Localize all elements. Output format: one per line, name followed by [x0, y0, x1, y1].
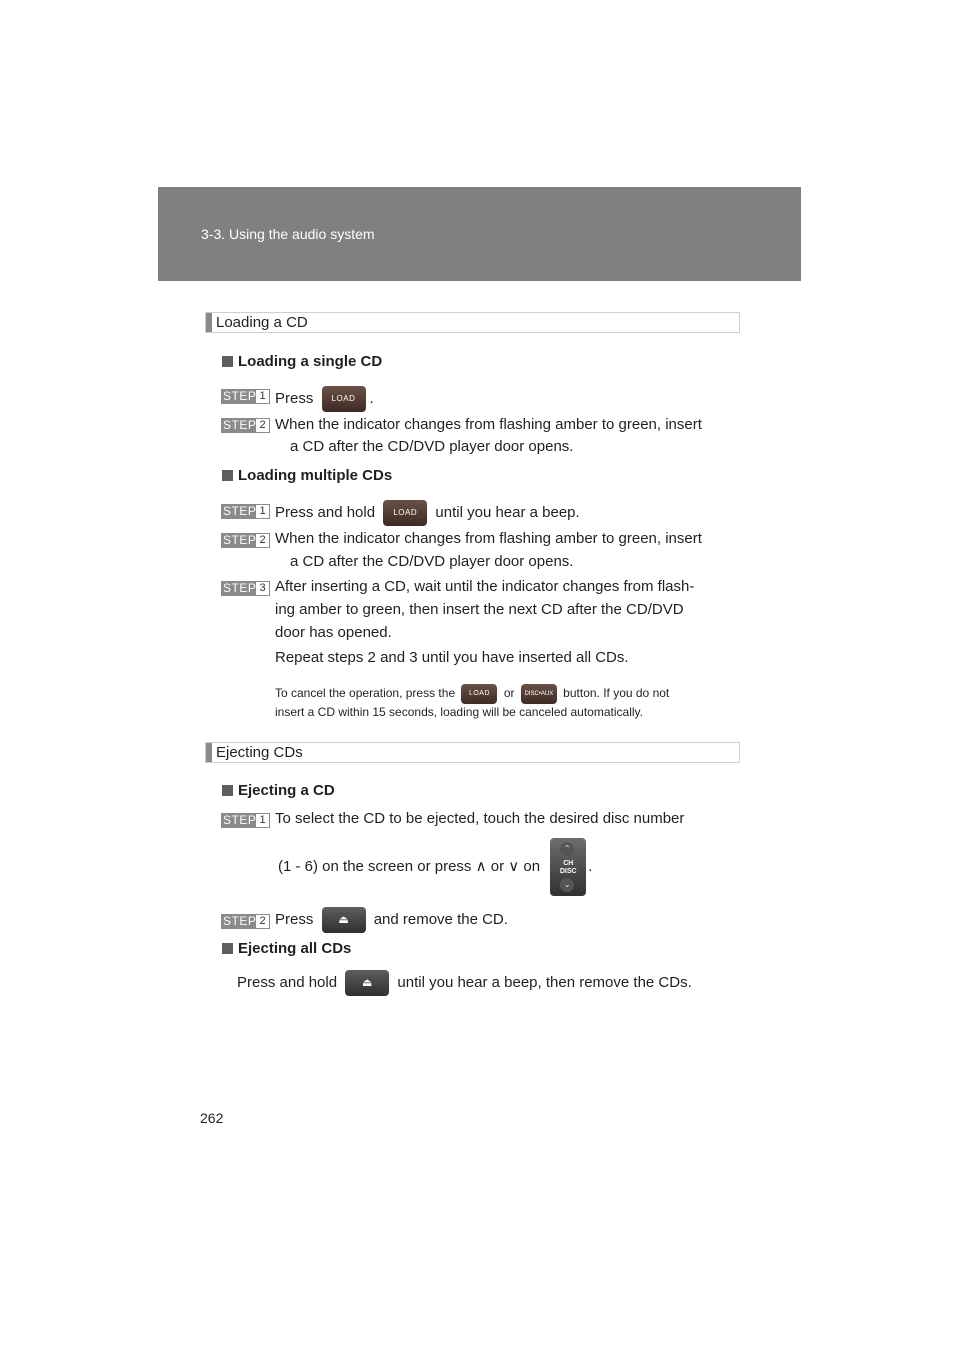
- instruction-line: [237, 970, 692, 996]
- instruction-line: ing amber to green, then insert the next CD after the CD/DVD: [275, 601, 684, 618]
- section-heading-loading: [205, 312, 740, 333]
- step-number: 1: [256, 390, 269, 403]
- disc-aux-button-icon: DISC•AUX: [521, 684, 557, 704]
- subheading-ejecting-all: [222, 940, 351, 957]
- instruction-text: .: [588, 857, 593, 875]
- instruction-text: until you hear a beep, then remove the CDs.: [397, 973, 692, 991]
- step-label: STEP: [223, 418, 257, 432]
- step-number: 1: [256, 814, 269, 827]
- step-badge: [221, 914, 270, 929]
- step-badge: [221, 533, 270, 548]
- instruction-text: Press: [275, 910, 314, 928]
- instruction-text: and remove the CD.: [373, 910, 508, 928]
- page-number: 262: [200, 1110, 224, 1126]
- subheading-loading-single: [222, 353, 382, 370]
- step-label: STEP: [223, 581, 257, 595]
- square-bullet-icon: [222, 470, 233, 481]
- step-label: STEP: [223, 533, 257, 547]
- step-badge: [221, 389, 270, 404]
- section-breadcrumb: 3-3. Using the audio system: [201, 226, 375, 242]
- instruction-text: .: [369, 389, 374, 407]
- section-heading-text: Loading a CD: [216, 314, 308, 331]
- square-bullet-icon: [222, 943, 233, 954]
- step-badge: [221, 581, 270, 596]
- step-number: 2: [256, 534, 269, 547]
- instruction-text: Press and hold: [237, 973, 338, 991]
- instruction-line: a CD after the CD/DVD player door opens.: [290, 553, 574, 570]
- step-label: STEP: [223, 914, 257, 928]
- step-number: 2: [256, 419, 269, 432]
- section-heading-ejecting: [205, 742, 740, 763]
- section-heading-bar: [206, 313, 212, 332]
- instruction-line: [275, 907, 508, 933]
- instruction-line: [275, 386, 374, 412]
- ch-disc-button-icon: [550, 838, 586, 896]
- subheading-text: Ejecting all CDs: [238, 940, 352, 957]
- instruction-line: a CD after the CD/DVD player door opens.: [290, 438, 574, 455]
- instruction-line: When the indicator changes from flashing amber to green, insert: [275, 530, 702, 547]
- subheading-loading-multiple: [222, 467, 392, 484]
- step-badge: [221, 418, 270, 433]
- eject-button-icon: ⏏: [322, 907, 366, 933]
- subheading-text: Loading a single CD: [238, 353, 383, 370]
- instruction-line: Repeat steps 2 and 3 until you have inserted all CDs.: [275, 649, 629, 666]
- step-number: 2: [256, 915, 269, 928]
- header-band: [158, 187, 801, 281]
- subheading-ejecting-single: [222, 782, 335, 799]
- note-line: insert a CD within 15 seconds, loading will be canceled automatically.: [275, 705, 643, 719]
- instruction-line: When the indicator changes from flashing amber to green, insert: [275, 416, 702, 433]
- section-heading-bar: [206, 743, 212, 762]
- instruction-line: door has opened.: [275, 624, 392, 641]
- ch-disc-label: [550, 860, 586, 876]
- step-number: 1: [256, 505, 269, 518]
- step-badge: [221, 813, 270, 828]
- instruction-line: [278, 838, 592, 896]
- instruction-text: until you hear a beep.: [435, 503, 580, 521]
- load-button-icon: LOAD: [322, 386, 366, 412]
- step-badge: [221, 504, 270, 519]
- instruction-line: After inserting a CD, wait until the indicator changes from flash-: [275, 578, 695, 595]
- chevron-up-icon: ⌃: [560, 842, 574, 856]
- step-label: STEP: [223, 389, 257, 403]
- step-number: 3: [256, 582, 269, 595]
- note-text: To cancel the operation, press the: [275, 686, 456, 701]
- square-bullet-icon: [222, 785, 233, 796]
- note-line: [275, 684, 669, 704]
- instruction-text: Press: [275, 389, 314, 407]
- eject-button-icon: ⏏: [345, 970, 389, 996]
- ch-disc-label-line: DISC: [559, 868, 577, 875]
- square-bullet-icon: [222, 356, 233, 367]
- step-label: STEP: [223, 504, 257, 518]
- instruction-line: [275, 500, 580, 526]
- subheading-text: Ejecting a CD: [238, 782, 335, 799]
- load-button-icon: LOAD: [461, 684, 497, 704]
- subheading-text: Loading multiple CDs: [238, 467, 393, 484]
- instruction-line: To select the CD to be ejected, touch the desired disc number: [275, 810, 685, 827]
- ch-disc-label-line: CH: [563, 860, 574, 867]
- note-text: button. If you do not: [563, 686, 670, 701]
- step-label: STEP: [223, 813, 257, 827]
- instruction-text: (1 - 6) on the screen or press ∧ or ∨ on: [278, 857, 541, 875]
- chevron-down-icon: ⌄: [560, 878, 574, 892]
- note-text: or: [503, 686, 515, 701]
- section-heading-text: Ejecting CDs: [216, 744, 303, 761]
- instruction-text: Press and hold: [275, 503, 376, 521]
- load-button-icon: LOAD: [383, 500, 427, 526]
